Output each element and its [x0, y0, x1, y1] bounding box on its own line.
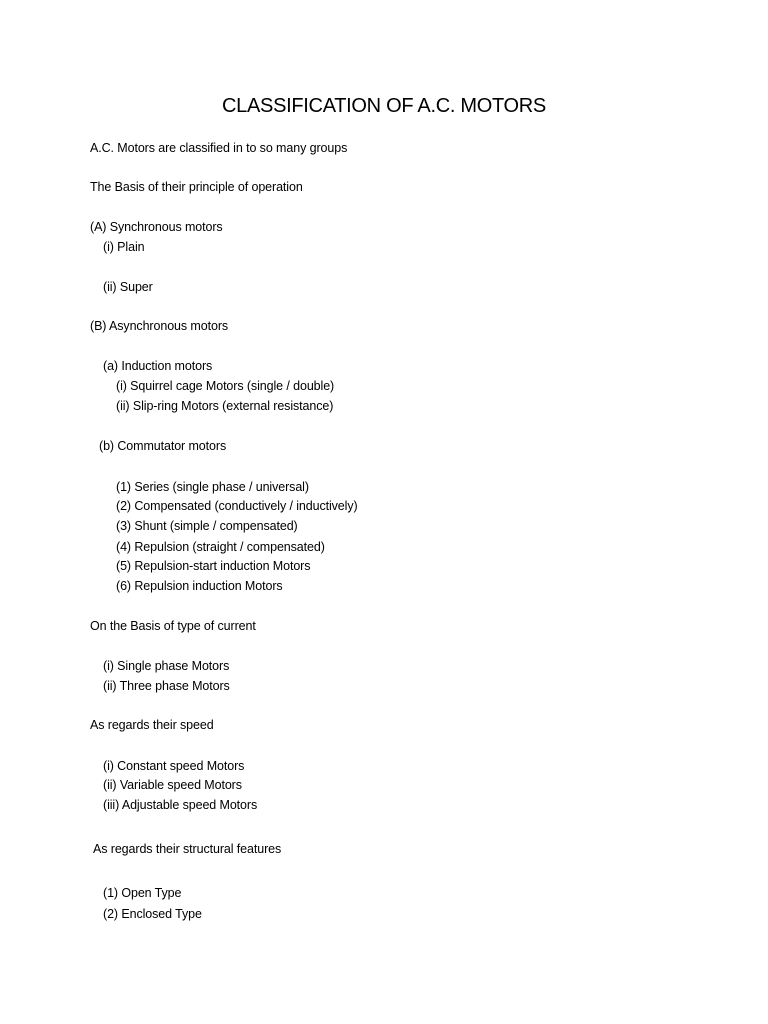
current-heading: On the Basis of type of current: [90, 619, 256, 633]
list-item: (5) Repulsion-start induction Motors: [116, 559, 311, 573]
speed-heading: As regards their speed: [90, 718, 214, 732]
principle-heading: The Basis of their principle of operation: [90, 180, 303, 194]
induction-label: (a) Induction motors: [103, 359, 213, 373]
list-item: (2) Enclosed Type: [103, 907, 202, 921]
list-item: (1) Series (single phase / universal): [116, 480, 309, 494]
list-item: (i) Constant speed Motors: [103, 759, 245, 773]
list-item: (ii) Slip-ring Motors (external resistance): [116, 399, 334, 413]
list-item: (6) Repulsion induction Motors: [116, 579, 283, 593]
list-item: (i) Plain: [103, 240, 145, 254]
page-title: CLASSIFICATION OF A.C. MOTORS: [222, 95, 546, 117]
list-item: (3) Shunt (simple / compensated): [116, 519, 298, 533]
list-item: (ii) Super: [103, 280, 153, 294]
list-item: (1) Open Type: [103, 886, 182, 900]
list-item: (2) Compensated (conductively / inductively): [116, 499, 358, 513]
list-item: (4) Repulsion (straight / compensated): [116, 540, 325, 554]
synchronous-label: (A) Synchronous motors: [90, 220, 223, 234]
intro-text: A.C. Motors are classified in to so many groups: [90, 141, 348, 155]
list-item: (i) Single phase Motors: [103, 659, 230, 673]
structure-heading: As regards their structural features: [93, 842, 282, 856]
list-item: (iii) Adjustable speed Motors: [103, 798, 258, 812]
list-item: (i) Squirrel cage Motors (single / double): [116, 379, 335, 393]
list-item: (ii) Variable speed Motors: [103, 778, 242, 792]
list-item: (ii) Three phase Motors: [103, 679, 230, 693]
commutator-label: (b) Commutator motors: [99, 439, 227, 453]
asynchronous-label: (B) Asynchronous motors: [90, 319, 229, 333]
